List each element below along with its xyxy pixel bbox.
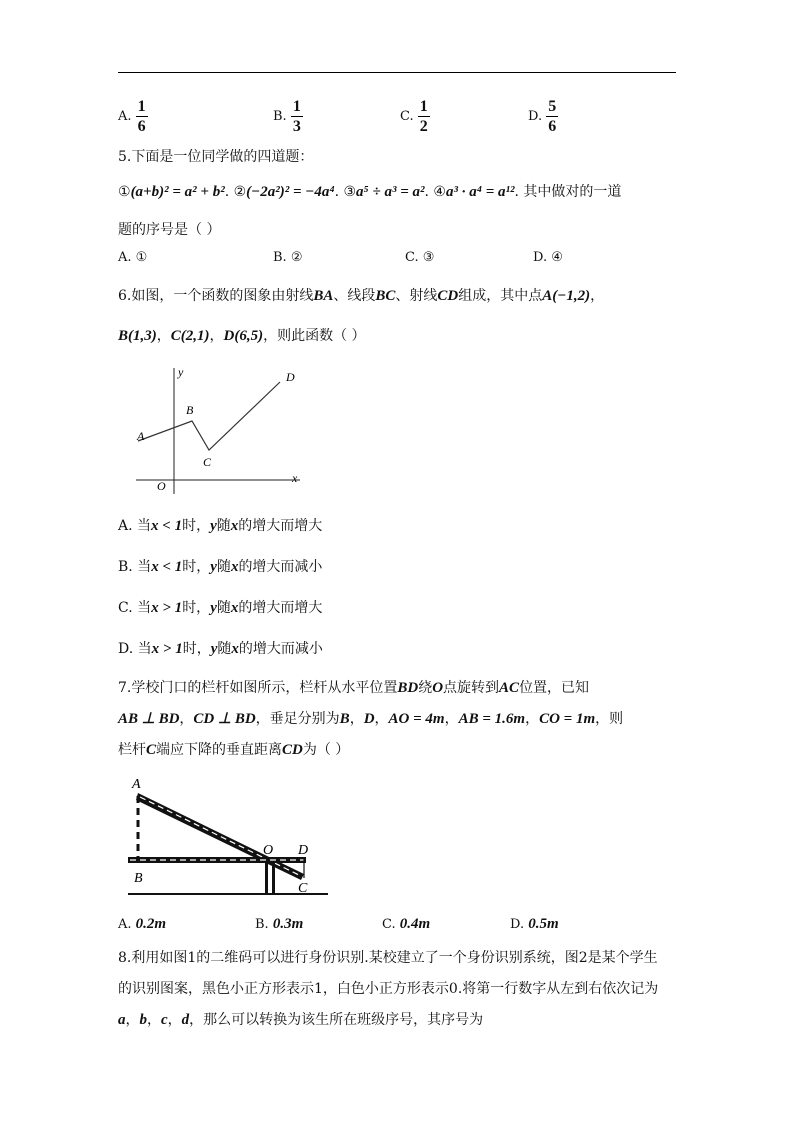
post-left [265,863,268,893]
q6-line1: 6.如图，一个函数的图象由射线BA、线段BC、射线CD组成，其中点A(−1,2)， [118,288,605,304]
q4-option-c[interactable] [400,97,430,136]
q7-option-c[interactable]: C. 0.4m [382,916,431,932]
fraction: $\frac{1}{3}$ [292,98,301,135]
q5-line2: 题的序号是（ ） [118,222,221,238]
option-letter: B. [273,109,287,124]
q8-line1: 8.利用如图1的二维码可以进行身份识别.某校建立了一个身份识别系统，图2是某个学生 [118,950,658,966]
q5-option-a[interactable]: A. ① [118,250,148,265]
point-d-label: D [286,370,295,384]
q7-line3: 栏杆C端应下降的垂直距离CD为（ ） [118,742,350,758]
option-letter: A. [118,109,132,124]
point-c-label: C [203,455,212,469]
label-b: B [134,871,143,886]
q5-option-c[interactable]: C. ③ [405,250,435,265]
post-right [272,863,275,893]
q4-option-b[interactable] [273,97,303,136]
q6-option-a[interactable]: A. 当x < 1时，y随x的增大而增大 [118,518,323,534]
header-rule [118,72,676,73]
q4-option-d[interactable] [528,97,558,136]
label-d: D [298,843,309,858]
label-c: C [298,881,308,896]
fraction: $\frac{5}{6}$ [548,98,557,135]
q5-option-d[interactable]: D. ④ [533,250,563,265]
point-a-label: A [137,429,145,443]
q4-option-a[interactable] [118,97,148,136]
q6-option-b[interactable]: B. 当x < 1时，y随x的增大而减小 [118,559,323,575]
q7-line1: 7.学校门口的栏杆如图所示，栏杆从水平位置BD绕O点旋转到AC位置，已知 [118,680,590,696]
point-b-label: B [186,403,194,417]
q7-gate-figure [118,770,338,900]
q7-option-d[interactable]: D. 0.5m [510,916,559,932]
q8-line2: 的识别图案，黑色小正方形表示1，白色小正方形表示0.将第一行数字从左到右依次记为 [118,981,659,997]
origin-label: O [157,479,166,493]
q5-option-b[interactable]: B. ② [273,250,303,265]
option-letter: C. [400,109,414,124]
q7-option-a[interactable]: A. 0.2m [118,916,167,932]
fraction: $\frac{1}{6}$ [137,98,146,135]
q6-option-c[interactable]: C. 当x > 1时，y随x的增大而增大 [118,600,323,616]
q7-line2: AB ⊥ BD，CD ⊥ BD，垂足分别为B，D，AO = 4m，AB = 1.6m，CO = 1m，则 [118,711,624,727]
function-curve [138,382,280,450]
y-axis-label: y [178,365,184,379]
label-a: A [132,777,141,792]
gate-arm-ac [136,793,304,880]
q6-function-graph [130,362,310,500]
q5-equations: ①(a+b)² = a² + b². ②(−2a²)² = −4a⁴. ③a⁵ ÷ a³ = a². ④a³ · a⁴ = a¹². 其中做对的一道 [118,184,622,200]
q6-line2: B(1,3)，C(2,1)，D(6,5)，则此函数（ ） [118,328,366,344]
q8-line3: a，b，c，d，那么可以转换为该生所在班级序号，其序号为 [118,1012,484,1028]
q7-option-b[interactable]: B. 0.3m [255,916,304,932]
fraction: $\frac{1}{2}$ [419,98,428,135]
label-o: O [263,843,274,858]
x-axis-label: x [292,471,298,485]
q5-title: 5.下面是一位同学做的四道题： [118,149,314,165]
q6-option-d[interactable]: D. 当x > 1时，y随x的增大而减小 [118,641,323,657]
option-letter: D. [528,109,543,124]
